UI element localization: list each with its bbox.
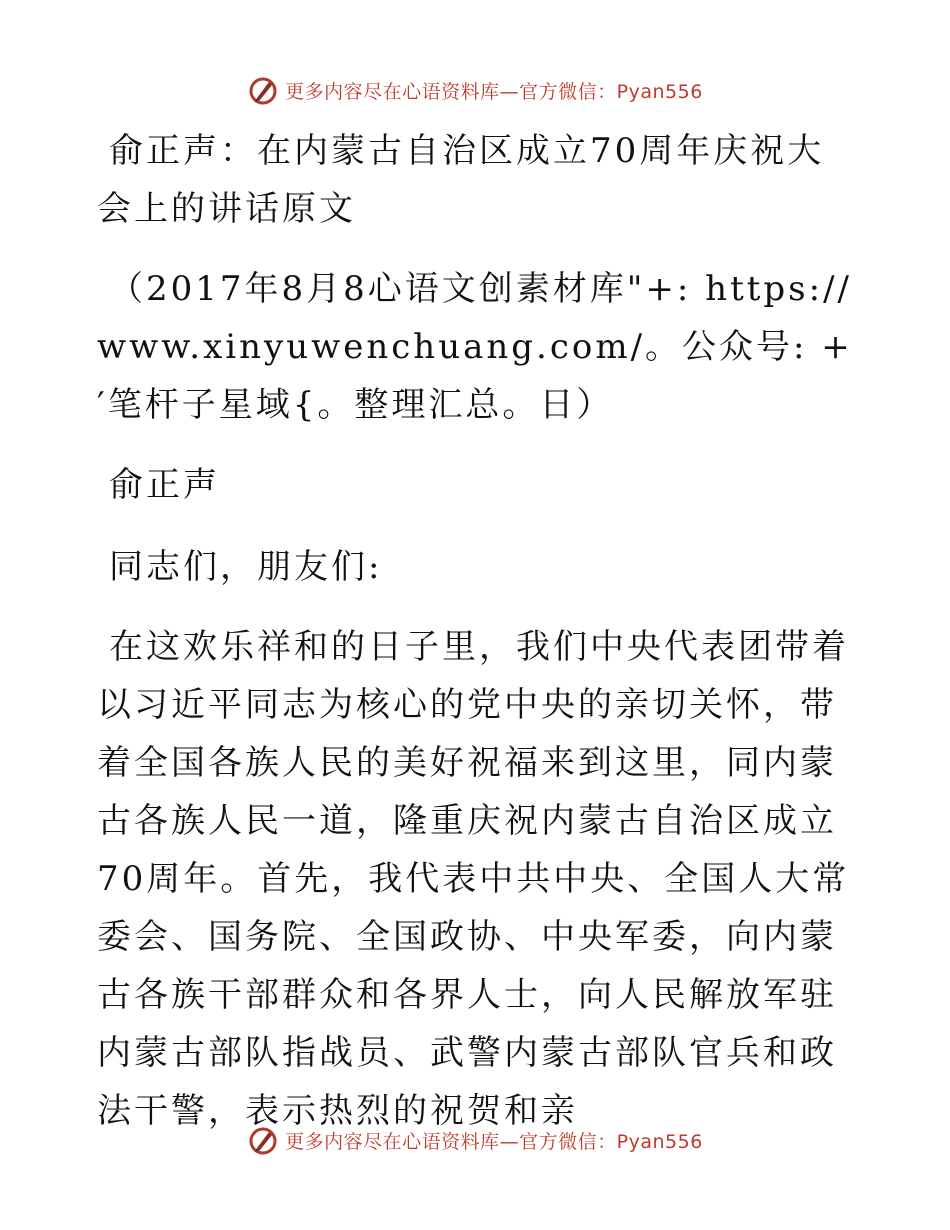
document-paragraph: 在这欢乐祥和的日子里，我们中央代表团带着以习近平同志为核心的党中央的亲切关怀，带着全国各族人民的美好祝福来到这里，同内蒙古各族人民一道，隆重庆祝内蒙古自治区成立70周年。首先，我代表中共中央、全国人大常委会、国务院、全国政协、中央军委，向内蒙古各族干部群众和各界人士，向人民解放军驻内蒙古部队指战员、武警内蒙古部队官兵和政法干警，表示热烈的祝贺和亲 <box>97 627 850 1131</box>
document-title: 俞正声：在内蒙古自治区成立70周年庆祝大会上的讲话原文 <box>97 131 825 229</box>
pen-logo-icon <box>247 1124 279 1156</box>
footer-banner-text: 更多内容尽在心语资料库—官方微信：Pyan556 <box>285 1130 703 1153</box>
document-source-line: （2017年8月8心语文创素材库"+: https://www.xinyuwenchuang.com/。公众号: +′笔杆子星域{。整理汇总。日） <box>97 269 853 425</box>
document-author: 俞正声 <box>109 465 220 505</box>
document-greeting: 同志们，朋友们: <box>109 547 383 587</box>
document-body <box>97 122 857 1140</box>
header-watermark-banner <box>0 70 950 110</box>
header-banner-text: 更多内容尽在心语资料库—官方微信：Pyan556 <box>285 80 703 103</box>
pen-logo-icon <box>247 74 279 106</box>
footer-watermark-banner <box>0 1120 950 1160</box>
